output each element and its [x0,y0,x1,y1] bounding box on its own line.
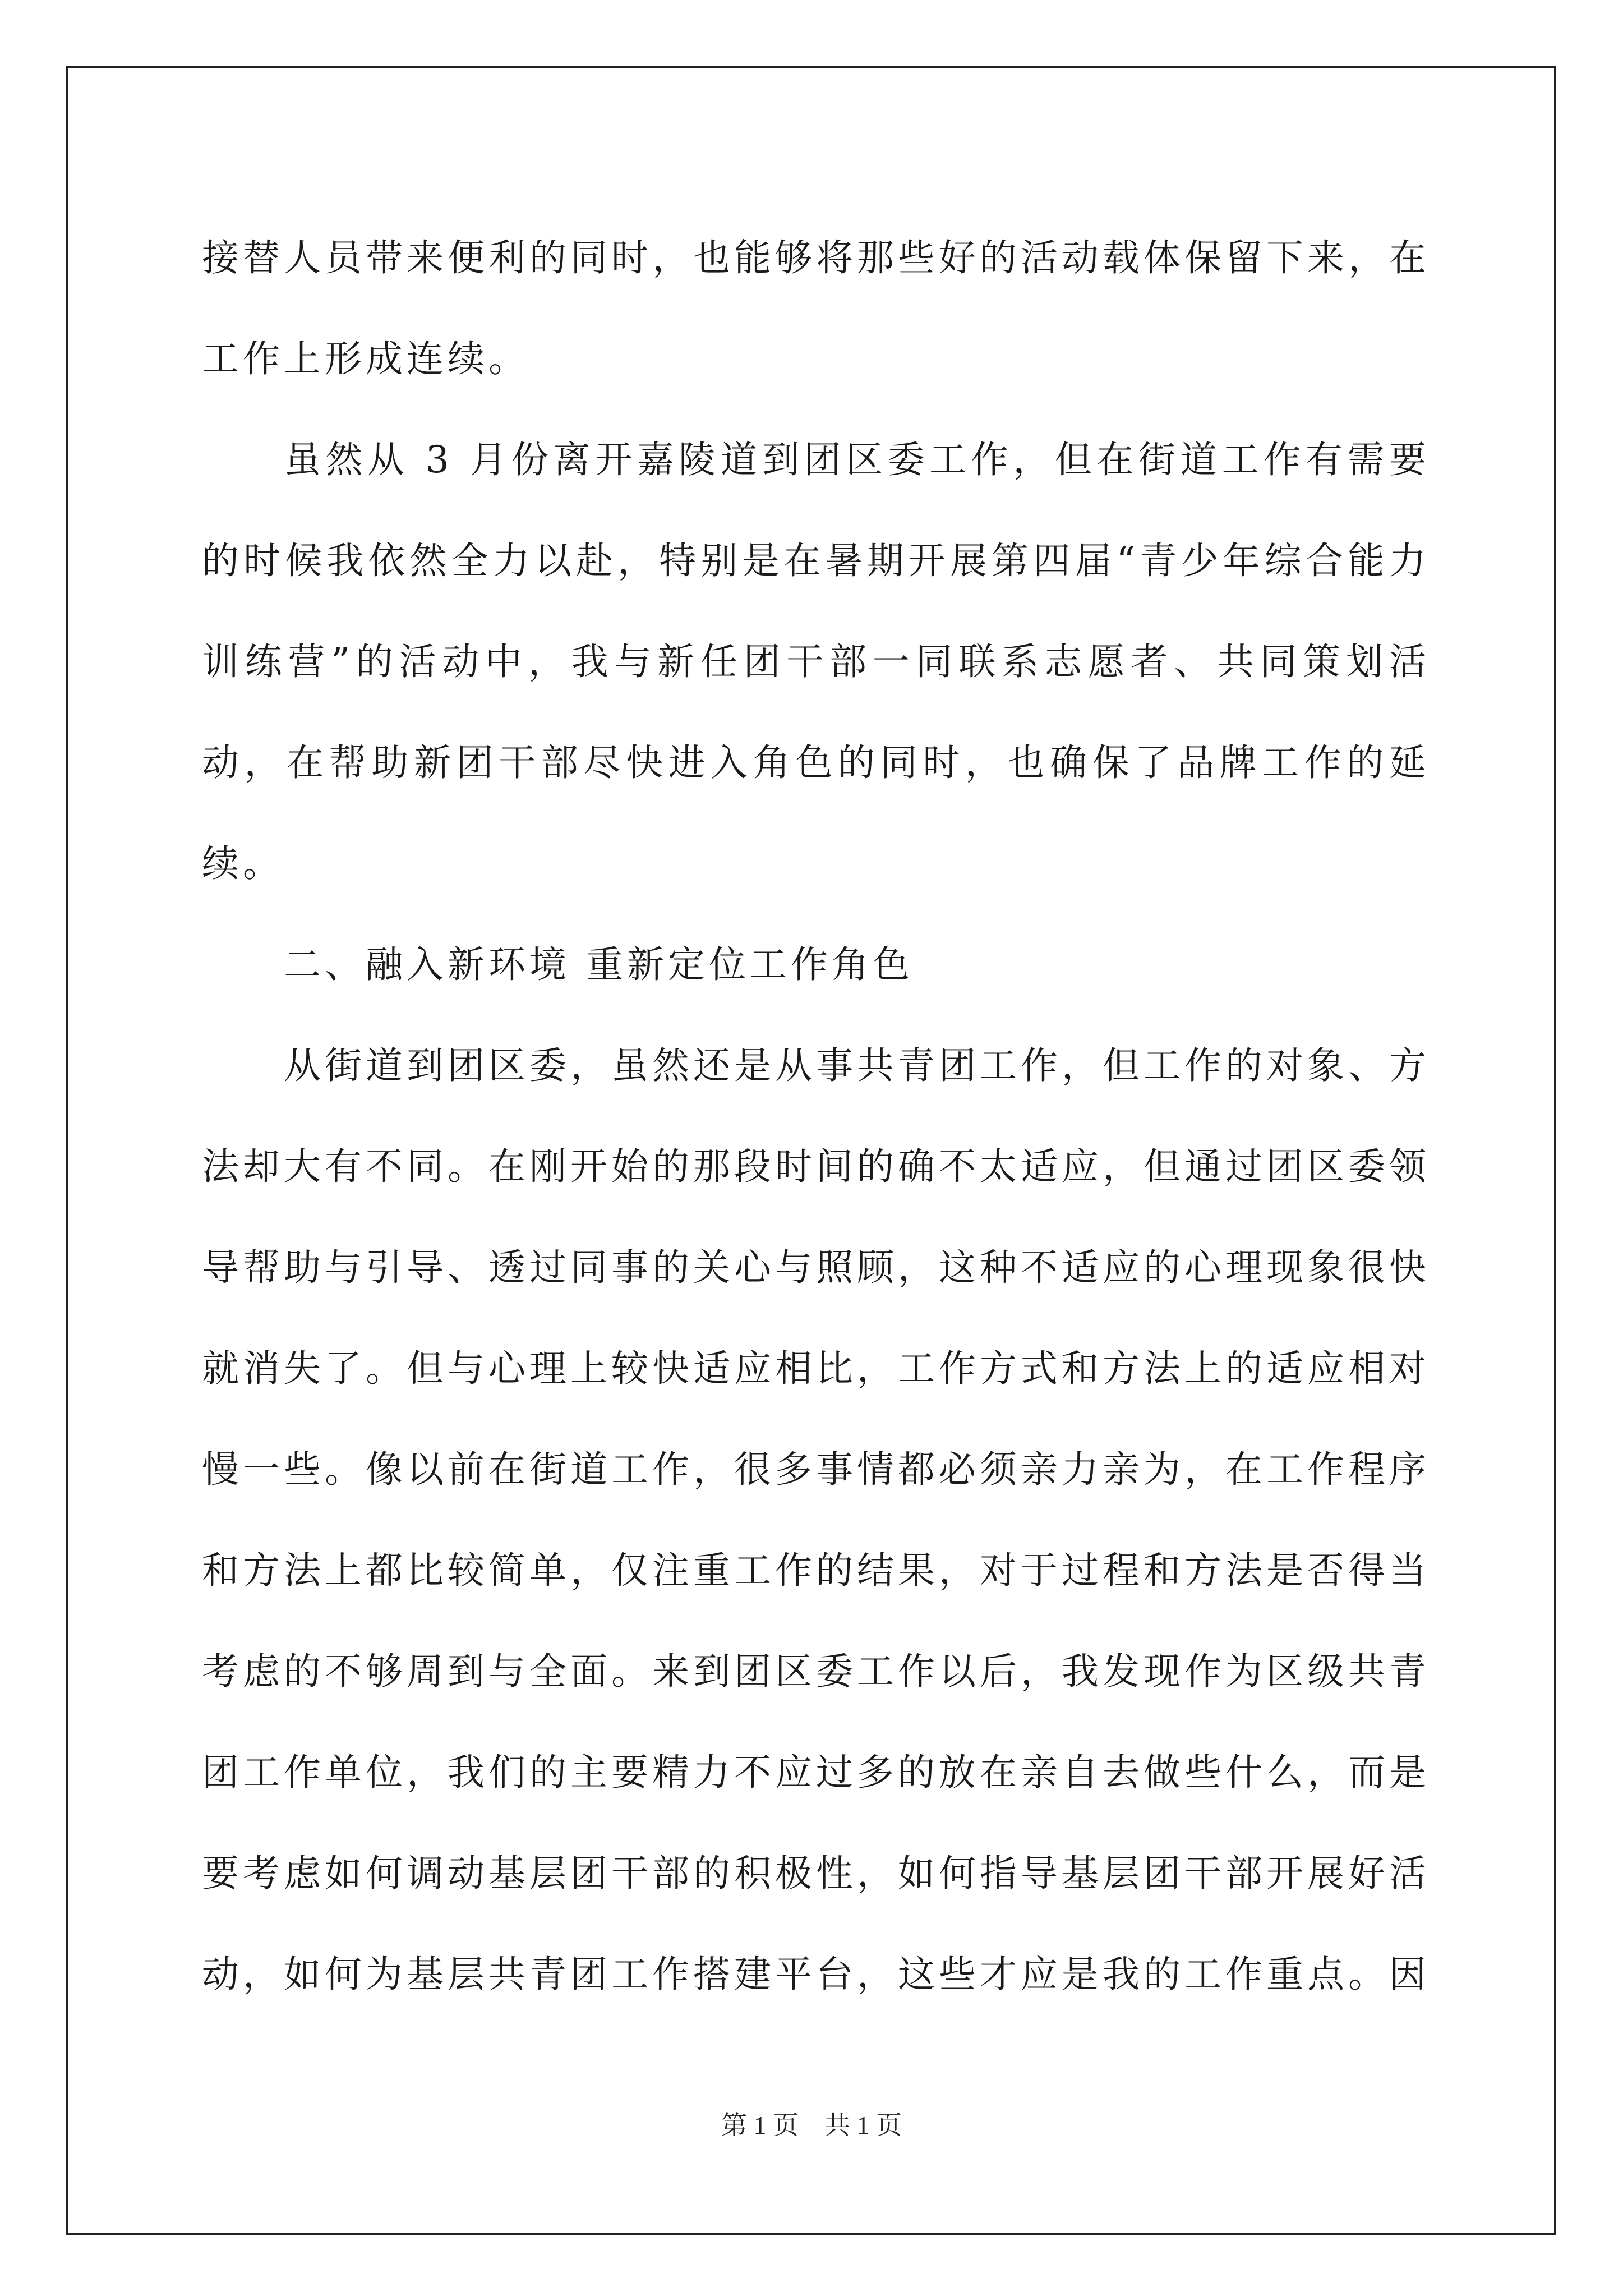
paragraph-new-role: 从街道到团区委，虽然还是从事共青团工作，但工作的对象、方法却大有不同。在刚开始的那段时间的确不太适应，但通过团区委领导帮助与引导、透过同事的关心与照顾，这种不适应的心理现象很快就消失了。但与心理上较快适应相比，工作方式和方法上的适应相对慢一些。像以前在街道工作，很多事情都必须亲力亲为，在工作程序和方法上都比较简单，仅注重工作的结果，对于过程和方法是否得当考虑的不够周到与全面。来到团区委工作以后，我发现作为区级共青团工作单位，我们的主要精力不应过多的放在亲自去做些什么，而是要考虑如何调动基层团干部的积极性，如何指导基层团干部开展好活动，如何为基层共青团工作搭建平台，这些才应是我的工作重点。因 [202,1044,1430,1996]
paragraph-training-camp: 虽然从 3 月份离开嘉陵道到团区委工作，但在街道工作有需要的时候我依然全力以赴，特别是在暑期开展第四届“青少年综合能力训练营”的活动中，我与新任团干部一同联系志愿者、共同策划活动，在帮助新团干部尽快进入角色的同时，也确保了品牌工作的延续。 [202,438,1430,885]
page-footer: 第 1 页 共 1 页 [721,2111,902,2139]
document-body [202,208,1430,2025]
paragraph-continuation: 接替人员带来便利的同时，也能够将那些好的活动载体保留下来，在工作上形成连续。 [202,236,1430,380]
section-heading: 二、融入新环境 重新定位工作角色 [284,943,914,986]
